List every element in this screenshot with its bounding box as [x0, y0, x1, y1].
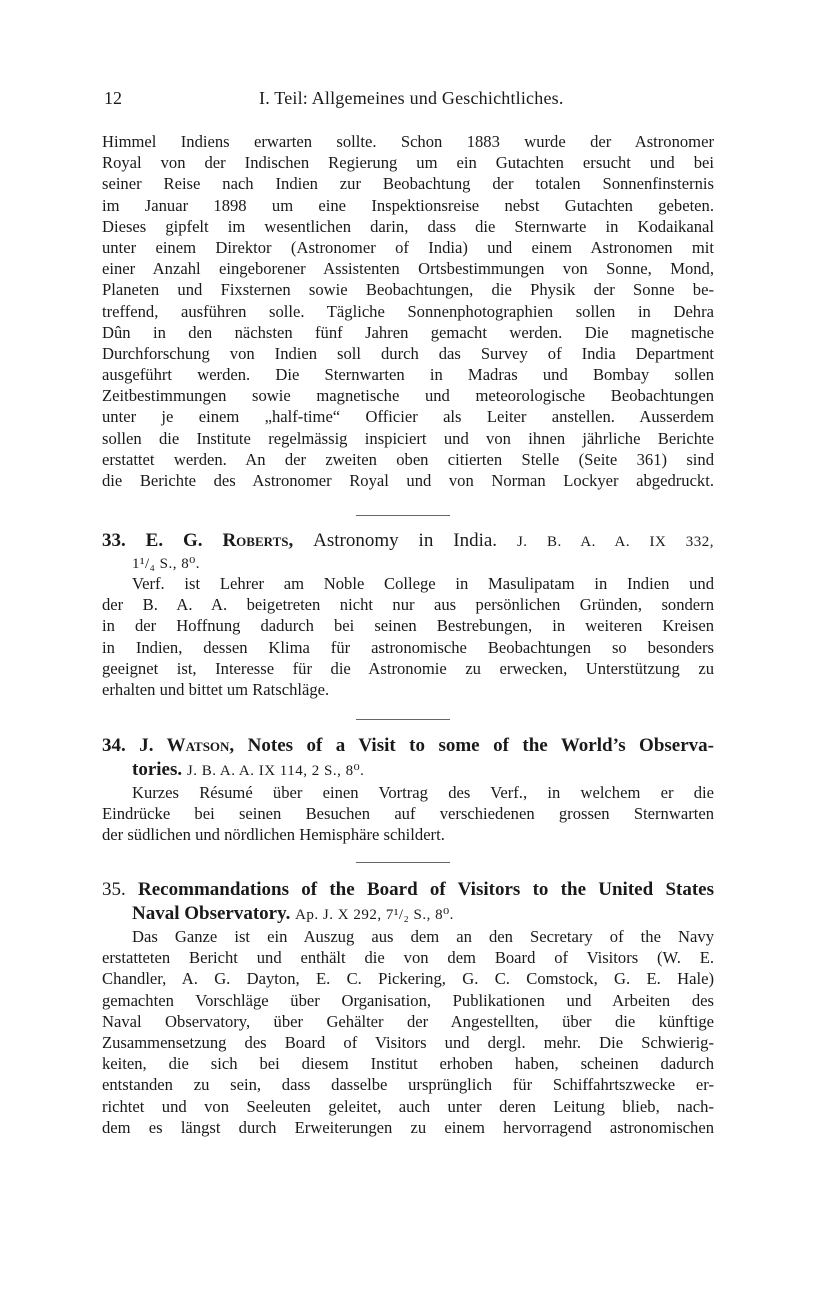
text-line: seiner Reise nach Indien zur Beobachtung der totalen Sonnenfinsternis	[102, 174, 714, 194]
entry-title: Notes of a Visit to some of the World’s Observa-	[247, 735, 714, 756]
entry-reference: J. B. A. A. IX 332,	[516, 534, 714, 550]
entry-number: 33.	[102, 530, 126, 551]
entry-heading	[102, 734, 714, 782]
text-line: entstanden zu sein, dass dasselbe ursprünglich für Schiffahrtszwecke er-	[102, 1075, 714, 1095]
text-line: Dûn in den nächsten fünf Jahren gemacht werden. Die magnetische	[102, 322, 714, 342]
entry-reference: 1¹/₄ S., 8⁰.	[132, 556, 200, 572]
text-line: Himmel Indiens erwarten sollte. Schon 1883 wurde der Astronomer	[102, 132, 714, 151]
text-line: Dieses gipfelt im wesentlichen darin, dass die Sternwarte in Kodaikanal	[102, 216, 714, 236]
entry-heading-line	[102, 878, 714, 902]
text-line: Das Ganze ist ein Auszug aus dem an den Secretary of the Navy	[132, 927, 714, 946]
text-line: Zusammensetzung des Board of Visitors und dergl. mehr. Die Schwierig-	[102, 1032, 714, 1052]
entry-title: Recommandations of the Board of Visitors to the United States	[138, 879, 714, 900]
text-line: unter einem Direktor (Astronomer of India) und einem Astronomen mit	[102, 237, 714, 257]
text-line: Eindrücke bei seinen Besuchen auf verschiedenen grossen Sternwarten	[102, 804, 714, 824]
text-line: Zeitbestimmungen sowie magnetische und meteorologische Beobachtungen	[102, 386, 714, 406]
entry-reference: J. B. A. A. IX 114, 2 S., 8⁰.	[186, 763, 365, 779]
intro-paragraph	[102, 131, 714, 491]
text-line: gemachten Vorschläge über Organisation, Publikationen und Arbeiten des	[102, 990, 714, 1010]
text-line: unter je einem „half-time“ Officier als Leiter anstellen. Ausserdem	[102, 407, 714, 427]
entry-heading-line	[102, 902, 714, 926]
entry-heading-line	[102, 553, 714, 573]
entry-author: J. Watson,	[139, 735, 235, 756]
text-line: Kurzes Résumé über einen Vortrag des Verf., in welchem er die	[132, 783, 714, 802]
text-line: Durchforschung von Indien soll durch das Survey of India Department	[102, 343, 714, 363]
entry-number: 35.	[102, 879, 126, 900]
entry-heading-line	[102, 529, 714, 553]
running-head: I. Teil: Allgemeines und Geschichtliches.	[259, 88, 564, 108]
text-line: einer Anzahl eingeborener Assistenten Ortsbestimmungen von Sonne, Mond,	[102, 259, 714, 279]
text-line: treffend, ausführen solle. Tägliche Sonnenphotographien sollen in Dehra	[102, 301, 714, 321]
entry-number: 34.	[102, 735, 126, 756]
text-line: erstattet werden. An der zweiten oben citierten Stelle (Seite 361) sind	[102, 449, 714, 469]
text-line: der südlichen und nördlichen Hemisphäre schildert.	[102, 825, 445, 845]
entry-title: Naval Observatory.	[132, 903, 291, 924]
text-line: ausgeführt werden. Die Sternwarten in Madras und Bombay sollen	[102, 365, 714, 385]
entry-heading-line	[102, 734, 714, 758]
text-line: richtet und von Seeleuten geleitet, auch unter deren Leitung blieb, nach-	[102, 1096, 714, 1116]
text-line: im Januar 1898 um eine Inspektionsreise nebst Gutachten gebeten.	[102, 195, 714, 215]
text-line: erhalten und bittet um Ratschläge.	[102, 679, 330, 699]
entry-heading	[102, 878, 714, 926]
text-line: sollen die Institute regelmässig inspiciert und von ihnen jährliche Berichte	[102, 428, 714, 448]
text-line: geeignet ist, Interesse für die Astronomie zu erwecken, Unterstützung zu	[102, 658, 714, 678]
section-divider	[356, 515, 450, 516]
entry-heading	[102, 529, 714, 573]
bibliography-entry-34	[102, 734, 714, 846]
text-line: in Indien, dessen Klima für astronomische Beobachtungen so besonders	[102, 637, 714, 657]
entry-reference: Ap. J. X 292, 7¹/₂ S., 8⁰.	[295, 907, 454, 923]
text-line: der B. A. A. beigetreten nicht nur aus persönlichen Gründen, sondern	[102, 595, 714, 615]
text-line: Planeten und Fixsternen sowie Beobachtungen, die Physik der Sonne be-	[102, 280, 714, 300]
entry-title: Astronomy in India.	[313, 530, 498, 551]
bibliography-entry-35	[102, 878, 714, 1138]
text-line: Verf. ist Lehrer am Noble College in Masulipatam in Indien und	[132, 574, 714, 593]
text-line: Royal von der Indischen Regierung um ein Gutachten ersucht und bei	[102, 153, 714, 173]
text-line: Naval Observatory, über Gehälter der Angestellten, über die künftige	[102, 1011, 714, 1031]
text-line: erstatteten Bericht und enthält die von dem Board of Visitors (W. E.	[102, 948, 714, 968]
text-line: keiten, die sich bei diesem Institut erhoben haben, scheinen dadurch	[102, 1054, 714, 1074]
page-number: 12	[104, 88, 122, 108]
bibliography-entry-33	[102, 529, 714, 700]
text-line: die Berichte des Astronomer Royal und von Norman Lockyer abgedruckt.	[102, 471, 714, 490]
page-header	[104, 88, 716, 116]
entry-title: tories.	[132, 759, 183, 780]
section-divider	[356, 719, 450, 720]
section-divider	[356, 862, 450, 863]
text-line: dem es längst durch Erweiterungen zu einem hervorragend astronomischen	[102, 1117, 714, 1137]
text-line: Chandler, A. G. Dayton, E. C. Pickering, G. C. Comstock, G. E. Hale)	[102, 969, 714, 989]
text-line: in der Hoffnung dadurch bei seinen Bestrebungen, in weiteren Kreisen	[102, 616, 714, 636]
entry-author: E. G. Roberts,	[145, 530, 294, 551]
entry-heading-line	[102, 758, 714, 782]
